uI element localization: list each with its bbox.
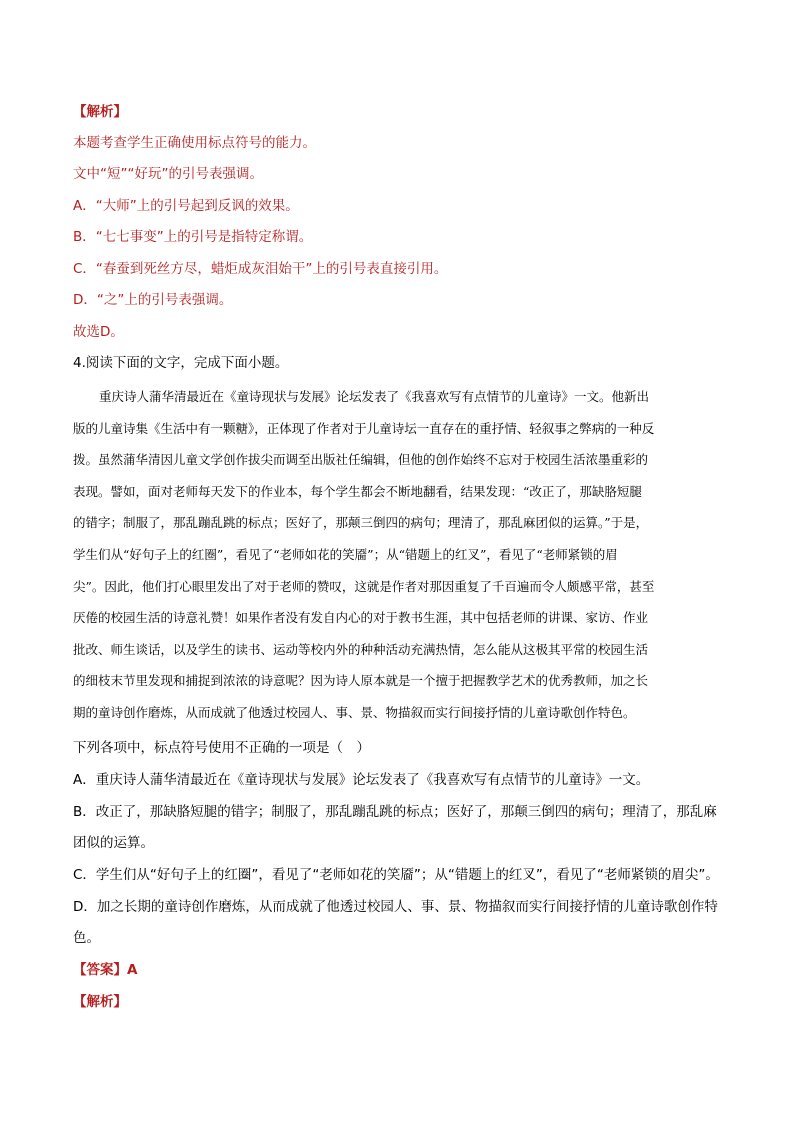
passage-line: 尖”。因此，他们打心眼里发出了对于老师的赞叹，这就是作者对那因重复了千百遍而令人颇感平常，甚至 [73,578,655,594]
question-heading: 4.阅读下面的文字，完成下面小题。 [73,355,289,371]
analysis-line: 文中“短”“好玩”的引号表强调。 [73,166,263,182]
analysis-option-b: B．“七七事变”上的引号是指特定称谓。 [73,229,313,245]
passage-line: 重庆诗人蒲华清最近在《童诗现状与发展》论坛发表了《我喜欢写有点情节的儿童诗》一文。他新出 [99,389,650,404]
passage-line: 学生们从“好句子上的红圈”，看见了“老师如花的笑靥”；从“错题上的红叉”，看见了“老师紧锁的眉 [73,546,618,562]
choice-c: C．学生们从“好句子上的红圈”，看见了“老师如花的笑靥”；从“错题上的红叉”，看见了“老师紧锁的眉尖”。 [73,867,719,883]
analysis-option-d: D．“之”上的引号表强调。 [73,292,233,308]
passage-line: 表现。譬如，面对老师每天发下的作业本，每个学生都会不断地翻看，结果发现：“改正了，那缺胳短腿 [73,483,642,499]
analysis-option-c: C．“春蚕到死丝方尽，蜡炬成灰泪始干”上的引号表直接引用。 [73,261,448,277]
passage-line: 期的童诗创作磨炼，从而成就了他透过校园人、事、景、物描叙而实行间接抒情的儿童诗歌创作特色。 [73,704,636,720]
analysis-label: 【解析】 [73,104,127,120]
analysis-label-2: 【解析】 [73,994,127,1010]
choice-d: D．加之长期的童诗创作磨炼，从而成就了他透过校园人、事、景、物描叙而实行间接抒情的儿童诗歌创作特色。 [73,899,718,946]
passage-line: 厌倦的校园生活的诗意礼赞！如果作者没有发自内心的对于教书生涯，其中包括老师的讲课、家访、作业 [73,610,649,626]
passage-line: 的细枝末节里发现和捕捉到浓浓的诗意呢？因为诗人原本就是一个擅于把握教学艺术的优秀教师，加之长 [73,673,649,689]
choice-a: A．重庆诗人蒲华清最近在《童诗现状与发展》论坛发表了《我喜欢写有点情节的儿童诗》一文。 [73,772,650,788]
passage-line: 版的儿童诗集《生活中有一颗糖》，正体现了作者对于儿童诗坛一直存在的重抒情、轻叙事之弊病的一种反 [73,420,655,436]
answer-line [73,955,722,986]
answer-label: 【答案】 [73,962,127,978]
analysis-conclusion: 故选D。 [73,324,124,340]
passage-line: 批改、师生谈话，以及学生的读书、运动等校内外的种种活动充满热情，怎么能从这极其平常的校园生活 [73,641,649,657]
answer-value: A [127,962,138,978]
reading-passage [73,381,723,729]
analysis-line: 本题考查学生正确使用标点符号的能力。 [73,135,316,151]
passage-line: 拨。虽然蒲华清因儿童文学创作拔尖而调至出版社任编辑，但他的创作始终不忘对于校园生活浓墨重彩的 [73,452,649,468]
analysis-option-a: A．“大师”上的引号起到反讽的效果。 [73,198,299,214]
passage-line: 的错字；制服了，那乱蹦乱跳的标点；医好了，那颠三倒四的病句；理清了，那乱麻团似的运算。”于是， [73,515,649,531]
question-prompt: 下列各项中，标点符号使用不正确的一项是（ ） [73,740,370,756]
choice-b: B．改正了，那缺胳短腿的错字；制服了，那乱蹦乱跳的标点；医好了，那颠三倒四的病句；理清了，那乱麻团似的运算。 [73,804,717,851]
